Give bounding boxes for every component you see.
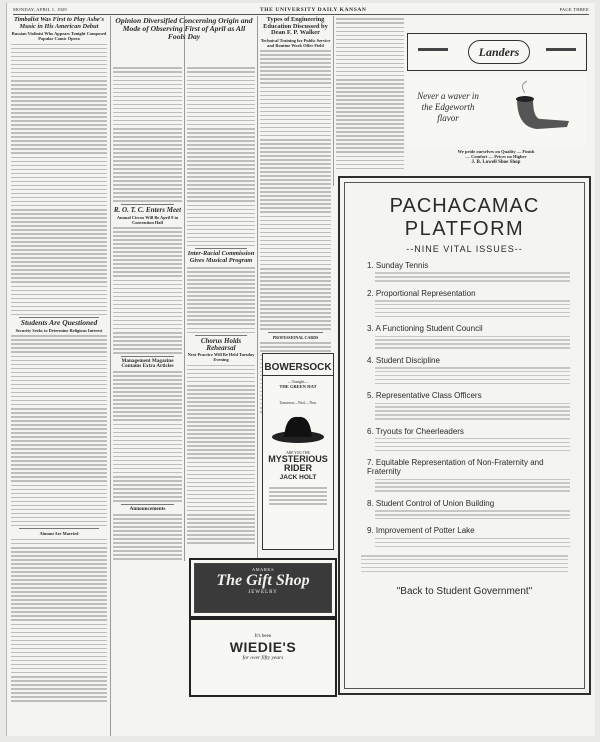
gift-shop-ad [189,558,337,618]
column-rule [257,16,258,561]
theater-days: Tomorrow—Wed.—Thur. [279,401,317,405]
issue-body [375,479,570,492]
issue-title: 3. A Functioning Student Council [367,324,483,334]
column-2 [113,65,182,560]
article-deck: Technical Training for Public Service and Routine Work Offer Field [260,37,331,48]
column-rule [184,16,185,561]
shoe-shop-ad [407,149,585,173]
issue-title: 1. Sunday Tennis [367,261,429,270]
article-headline: Chorus Holds Rehearsal [200,337,242,352]
column-5 [336,16,404,174]
rider-star: JACK HOLT [279,474,317,481]
platform-issue [367,458,570,492]
theater-tonight: —Tonight— [287,379,309,384]
divider [121,504,174,505]
divider [195,248,247,249]
divider [19,528,99,529]
platform-issue [367,289,570,317]
platform-title-1: PACHACAMAC [389,195,540,217]
wiedie-sub: for over fifty years [242,655,284,661]
issue-body [375,538,570,547]
issue-body [375,367,570,384]
page-number: PAGE THREE [559,7,589,12]
shoe-shop-name: J. B. Lowell Shoe Shop [471,159,521,165]
platform-issue [367,499,570,520]
column-rule [110,16,111,736]
issue-title: 4. Student Discipline [367,355,440,365]
article-deck: Security Seeks to Determine Religious Interest [15,327,103,333]
issue-title: 9. Improvement of Potter Lake [367,526,475,536]
article-headline: Students Are Questioned [20,318,98,328]
platform-issue [367,427,570,452]
article-headline: Timbalist Was First to Play Ashe's Music in His American Debut [13,16,104,30]
article-body [11,539,107,702]
section-label: PROFESSIONAL CARDS [272,334,319,340]
article-headline: Alumni Are Married [39,531,79,537]
article-body [113,227,182,354]
article-body [11,335,107,526]
article-body [11,44,107,316]
article-body [113,514,182,560]
gift-shop-banner [194,563,332,613]
article-headline: Management Magazine Contains Extra Articles [121,357,174,369]
edgeworth-ad [407,73,585,145]
header-date: MONDAY, APRIL 1, 1929 [13,7,67,12]
issue-body [375,510,570,519]
page-header [13,5,589,15]
issue-body [375,336,570,349]
article-body [336,18,404,169]
article-body [187,267,255,333]
gift-shop-top: AMARKS [251,567,275,572]
divider [121,356,174,357]
platform-subtitle: --NINE VITAL ISSUES-- [406,244,523,254]
landers-logo: Landers [468,40,530,64]
article-headline: Inter-Racial Commission Gives Musical Program [187,250,255,264]
gift-shop-name: The Gift Shop [216,572,310,589]
issue-title: 7. Equitable Representation of Non-Fraternity and Fraternity [367,458,544,477]
issue-title: 2. Proportional Representation [367,288,476,298]
divider [195,335,247,336]
article-body [260,50,331,330]
pachacamac-platform-ad [338,176,591,695]
edgeworth-slogan: Never a waver in the Edgeworth flavor [417,91,479,123]
wiedie-name: WIEDIE'S [229,639,297,655]
column-rule [333,16,334,186]
newspaper-page [6,3,595,736]
ad-ornament [418,48,448,51]
pipe-icon [507,79,577,141]
bowersock-ad [262,353,334,550]
cowboy-hat-icon [270,411,326,447]
rider-title: MYSTERIOUS RIDER [268,454,328,473]
article-headline: Announcements [129,505,166,512]
platform-issue [367,356,570,384]
article-headline: R. O. T. C. Enters Meet [113,206,182,215]
issue-title: 8. Student Control of Union Building [367,498,495,508]
masthead: THE UNIVERSITY DAILY KANSAN [259,6,367,13]
article-body [113,67,182,202]
platform-issue [367,324,570,349]
theater-film: THE GREEN HAT [279,384,317,389]
platform-slogan: "Back to Student Government" [396,586,533,598]
article-deck: Russian Violinist Who Appears Tonight Composed Popular Comic Opera [11,31,107,42]
lead-article-head [113,16,255,66]
divider [121,204,174,205]
ad-fineprint [269,487,327,505]
wiedie-ad [189,618,337,697]
wiedie-prefix: It's been [254,634,272,639]
column-1 [11,16,107,734]
issue-body [375,438,570,451]
platform-inner-border [344,182,585,689]
issue-body [375,272,570,281]
issue-title: 5. Representative Class Officers [367,391,482,401]
theater-name: BOWERSOCK [263,362,333,376]
landers-ad [407,33,587,71]
platform-issue [367,526,570,547]
article-body [113,371,182,502]
lead-headline: Opinion Diversified Concerning Origin and Mode of Observing First of April as All Fools Day [115,16,253,41]
divider [268,332,323,333]
gift-shop-sub: JEWELRY [248,590,278,595]
article-deck: Next Practice Will Be Held Tuesday Evening [187,352,255,363]
column-3 [187,65,255,545]
platform-closing [361,555,568,572]
issue-title: 6. Tryouts for Cheerleaders [367,426,464,436]
rider-prefix: ARE YOU THE [286,451,310,455]
platform-issue [367,261,570,282]
platform-title-2: PLATFORM [404,218,525,240]
platform-issue [367,391,570,419]
ad-ornament [546,48,576,51]
article-deck: Annual Circus Will Be April 9 in Convention Hall [116,214,179,225]
article-body [187,67,255,246]
shoe-shop-slogan: We pride ourselves on Quality — Finish — Comfort — Prices no Higher [457,149,535,160]
issue-body [375,403,570,420]
article-headline: Types of Engineering Education Discussed by Dean F. P. Walker [263,16,328,37]
article-body [187,365,255,544]
issue-body [375,300,570,317]
